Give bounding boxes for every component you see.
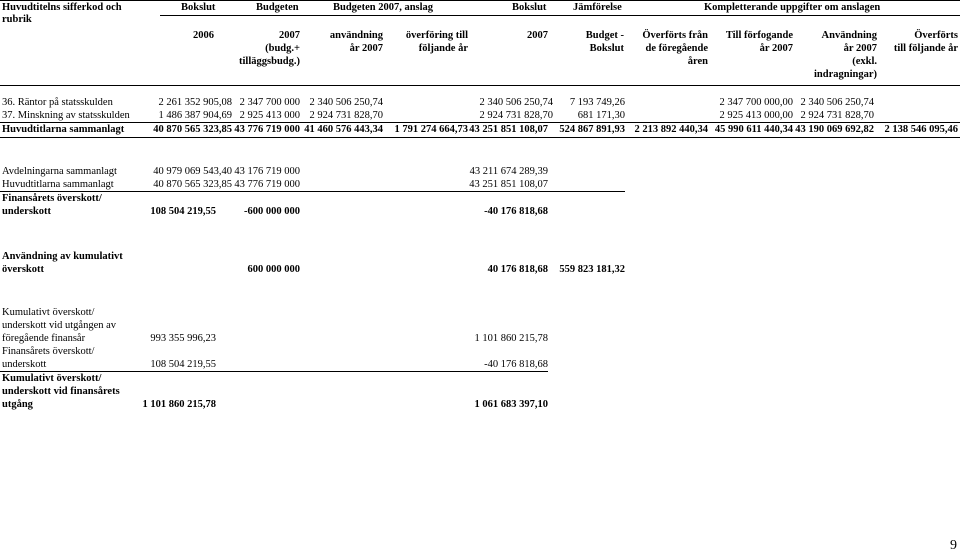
summary-fin2-label-1: Finansårets överskott/ [2,346,95,357]
subheader-ot-2: till följande år [893,43,958,54]
total-cell: 1 791 274 664,73 [394,124,468,135]
subheader-of-2: de föregående [645,43,708,54]
total-cell: 40 870 565 323,85 [153,124,232,135]
summary-fin-c5: -40 176 818,68 [484,206,548,217]
summary-fin-label-2: underskott [2,206,52,217]
header-top-line [0,0,960,1]
summary-huv-c5: 43 251 851 108,07 [469,179,548,190]
header-budgeten-anslag: Budgeten 2007, anslag [333,2,434,13]
summary-kum-label-3: föregående finansår [2,333,86,344]
subheader-ot-1: Överförts [914,30,958,41]
subheader-overf-2: följande år [418,43,468,54]
row-cell: 2 924 731 828,70 [309,110,383,121]
summary-avd-c1: 40 979 069 543,40 [153,166,232,177]
header-bottom-line [0,85,960,86]
row-cell: 2 261 352 905,08 [158,97,232,108]
summary-fin-label-1: Finansårets överskott/ [2,193,102,204]
row-label: 36. Räntor på statsskulden [2,97,113,108]
summary-kv-label-2: underskott vid finansårets [2,386,120,397]
header-jamforelse: Jämförelse [573,2,622,13]
summary-kv-c1: 1 101 860 215,78 [142,399,216,410]
summary-line-1 [0,191,625,192]
row-cell: 2 347 700 000 [239,97,300,108]
row-cell: 2 924 731 828,70 [800,110,874,121]
subheader-budg-2: (budg.+ [265,43,300,54]
summary-fin2-c1: 108 504 219,55 [150,359,216,370]
summary-fin2-c5: -40 176 818,68 [484,359,548,370]
subheader-budg-1: 2007 [279,30,300,41]
total-cell: 524 867 891,93 [559,124,625,135]
row-cell: 2 340 506 250,74 [479,97,553,108]
subheader-bb-2: Bokslut [589,43,624,54]
summary-anv-c2: 600 000 000 [247,264,300,275]
total-label: Huvudtitlarna sammanlagt [2,124,125,135]
subheader-budg-3: tilläggsbudg.) [239,56,300,67]
header-budgeten: Budgeten [256,2,299,13]
total-cell: 43 190 069 692,82 [795,124,874,135]
total-cell: 43 776 719 000 [234,124,300,135]
summary-kum-c5: 1 101 860 215,78 [474,333,548,344]
subheader-2006: 2006 [193,30,214,41]
header-bokslut-2: Bokslut [512,2,547,13]
subheader-of-1: Överförts från [642,30,708,41]
summary-avd-c5: 43 211 674 289,39 [469,166,548,177]
summary-huv-c1: 40 870 565 323,85 [153,179,232,190]
total-cell: 2 213 892 440,34 [634,124,708,135]
summary-avd-c2: 43 176 719 000 [234,166,300,177]
subheader-overf-1: överföring till [405,30,468,41]
summary-line-2 [0,371,548,372]
total-bottom-line [0,137,960,138]
subheader-anv-2: år 2007 [349,43,383,54]
row-cell: 2 340 506 250,74 [309,97,383,108]
row-cell: 681 171,30 [577,110,625,121]
subheader-an-1: Användning [821,30,877,41]
header-bokslut: Bokslut [181,2,216,13]
summary-kv-c5: 1 061 683 397,10 [474,399,548,410]
page-number: 9 [950,538,957,553]
summary-fin2-label-2: underskott [2,359,47,370]
row-cell: 2 925 413 000,00 [719,110,793,121]
subheader-an-2: år 2007 [843,43,877,54]
subheader-an-4: indragningar) [813,69,877,80]
subheader-an-3: (exkl. [852,56,877,67]
subheader-anv-1: användning [329,30,383,41]
summary-huv-label: Huvudtitlarna sammanlagt [2,179,114,190]
subheader-tf-1: Till förfogande [725,30,793,41]
subheader-2007: 2007 [527,30,548,41]
total-top-line [0,122,960,123]
total-cell: 2 138 546 095,46 [884,124,958,135]
header-kompletterande: Kompletterande uppgifter om anslagen [704,2,881,13]
total-cell: 43 251 851 108,07 [469,124,548,135]
summary-huv-c2: 43 776 719 000 [234,179,300,190]
row-cell: 2 925 413 000 [239,110,300,121]
summary-anv-label-1: Användning av kumulativt [2,251,123,262]
row-cell: 1 486 387 904,69 [158,110,232,121]
summary-kum-label-1: Kumulativt överskott/ [2,307,95,318]
row-cell: 7 193 749,26 [569,97,625,108]
summary-kv-label-1: Kumulativt överskott/ [2,373,102,384]
header-mid-line [160,15,960,16]
total-cell: 41 460 576 443,34 [304,124,383,135]
total-cell: 45 990 611 440,34 [714,124,793,135]
summary-kum-label-2: underskott vid utgången av [2,320,117,331]
summary-anv-c5: 40 176 818,68 [487,264,548,275]
subheader-of-3: åren [687,56,708,67]
subheader-tf-2: år 2007 [759,43,793,54]
row-cell: 2 347 700 000,00 [719,97,793,108]
summary-fin-c2: -600 000 000 [244,206,300,217]
subheader-bb-1: Budget - [585,30,624,41]
summary-anv-c6: 559 823 181,32 [559,264,625,275]
row-cell: 2 924 731 828,70 [479,110,553,121]
summary-fin-c1: 108 504 219,55 [150,206,216,217]
row-label: 37. Minskning av statsskulden [2,110,130,121]
header-title-col: Huvudtitelns sifferkod och rubrik [2,2,122,25]
summary-anv-label-2: överskott [2,264,44,275]
row-cell: 2 340 506 250,74 [800,97,874,108]
summary-avd-label: Avdelningarna sammanlagt [2,166,117,177]
summary-kum-c1: 993 355 996,23 [150,333,216,344]
summary-kv-label-3: utgång [2,399,33,410]
